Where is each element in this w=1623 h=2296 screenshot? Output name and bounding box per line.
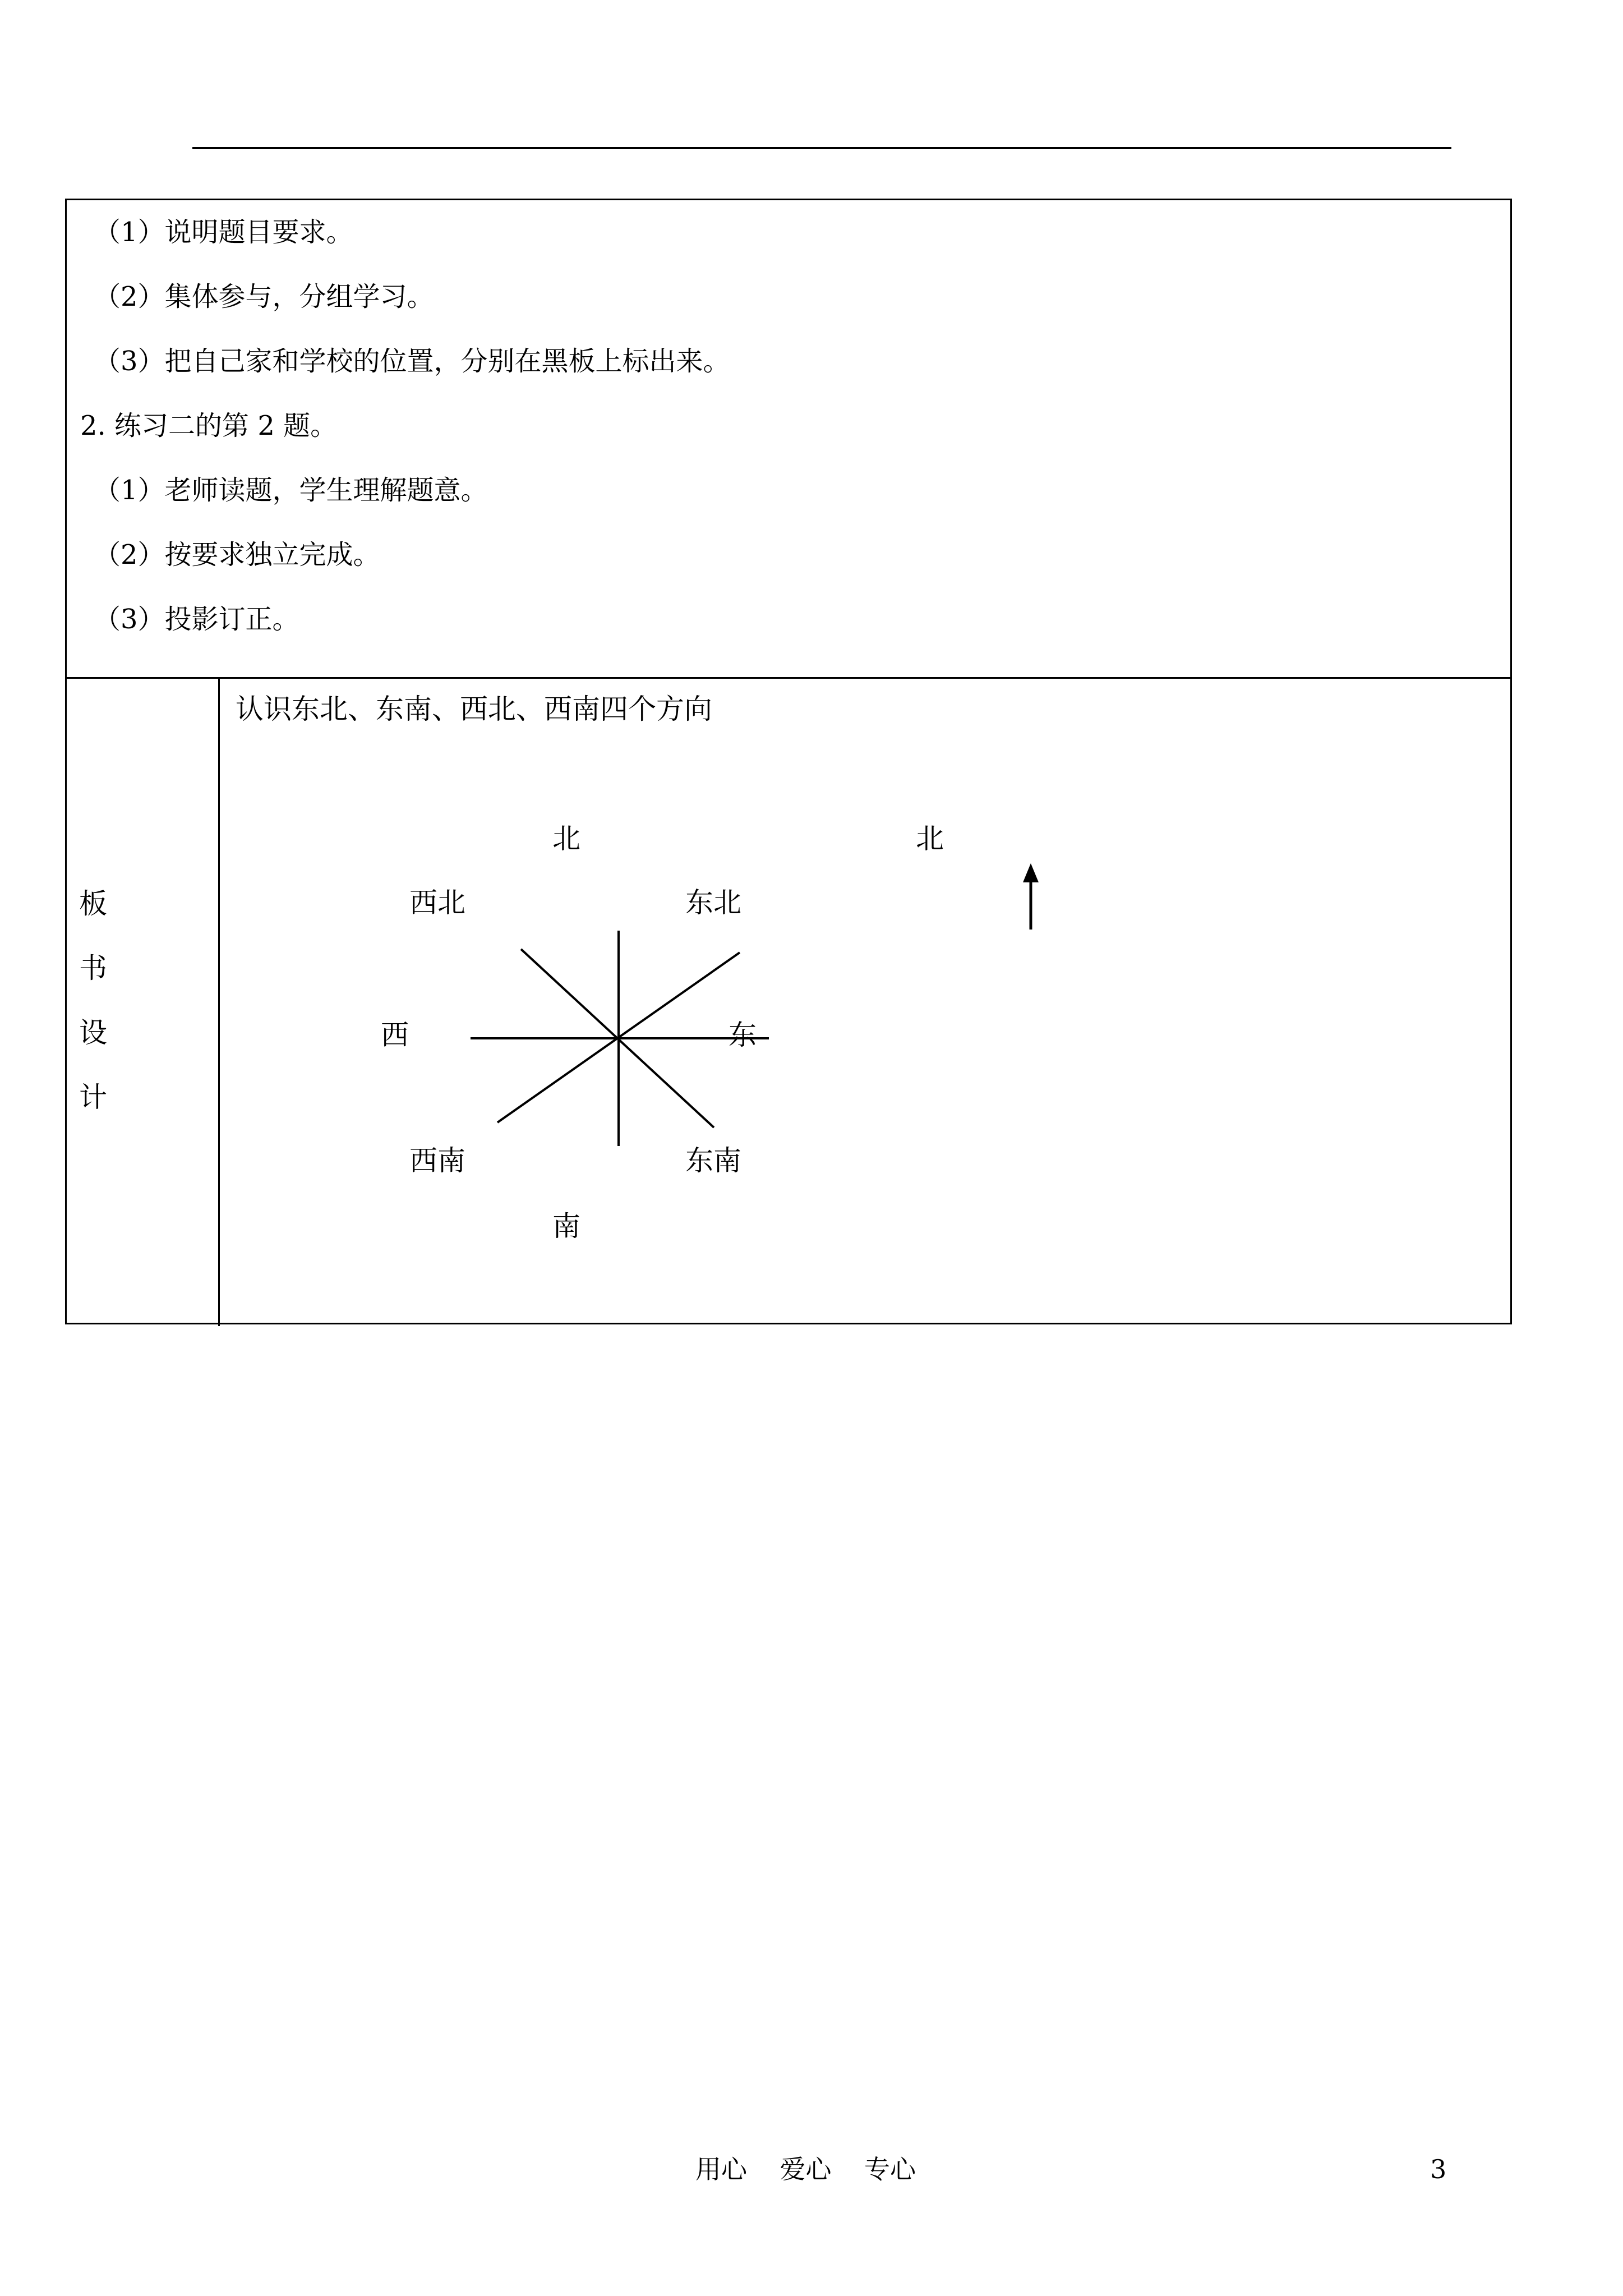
lesson-table (65, 199, 1512, 1324)
side-label-char: 设 (79, 1016, 107, 1049)
side-label-char: 板 (79, 887, 107, 920)
direction-south: 南 (552, 1210, 580, 1243)
step-line: （3）投影订正。 (94, 604, 299, 635)
direction-north: 北 (552, 822, 580, 855)
direction-west: 西 (381, 1019, 409, 1051)
compass-diagram (67, 200, 1510, 1323)
arrow-north-label: 北 (916, 822, 944, 855)
direction-east: 东 (728, 1019, 757, 1051)
direction-northwest: 西北 (409, 886, 465, 919)
side-label-char: 计 (79, 1081, 107, 1114)
board-title: 认识东北、东南、西北、西南四个方向 (236, 693, 712, 725)
side-label-char: 书 (79, 952, 107, 984)
step-line: （2）按要求独立完成。 (94, 539, 380, 570)
header-rule (192, 147, 1451, 149)
direction-southwest: 西南 (409, 1144, 465, 1177)
direction-northeast: 东北 (685, 886, 741, 919)
direction-southeast: 东南 (685, 1144, 741, 1177)
step-line: （1）说明题目要求。 (94, 217, 353, 248)
step-line: （1）老师读题，学生理解题意。 (94, 475, 488, 506)
page-number: 3 (1430, 2154, 1447, 2184)
step-heading: 2. 练习二的第 2 题。 (80, 410, 338, 441)
north-arrow-head (1023, 863, 1039, 882)
footer-motto: 用心 爱心 专心 (695, 2154, 916, 2184)
step-line: （2）集体参与，分组学习。 (94, 281, 434, 312)
step-line: （3）把自己家和学校的位置，分别在黑板上标出来。 (94, 346, 730, 377)
